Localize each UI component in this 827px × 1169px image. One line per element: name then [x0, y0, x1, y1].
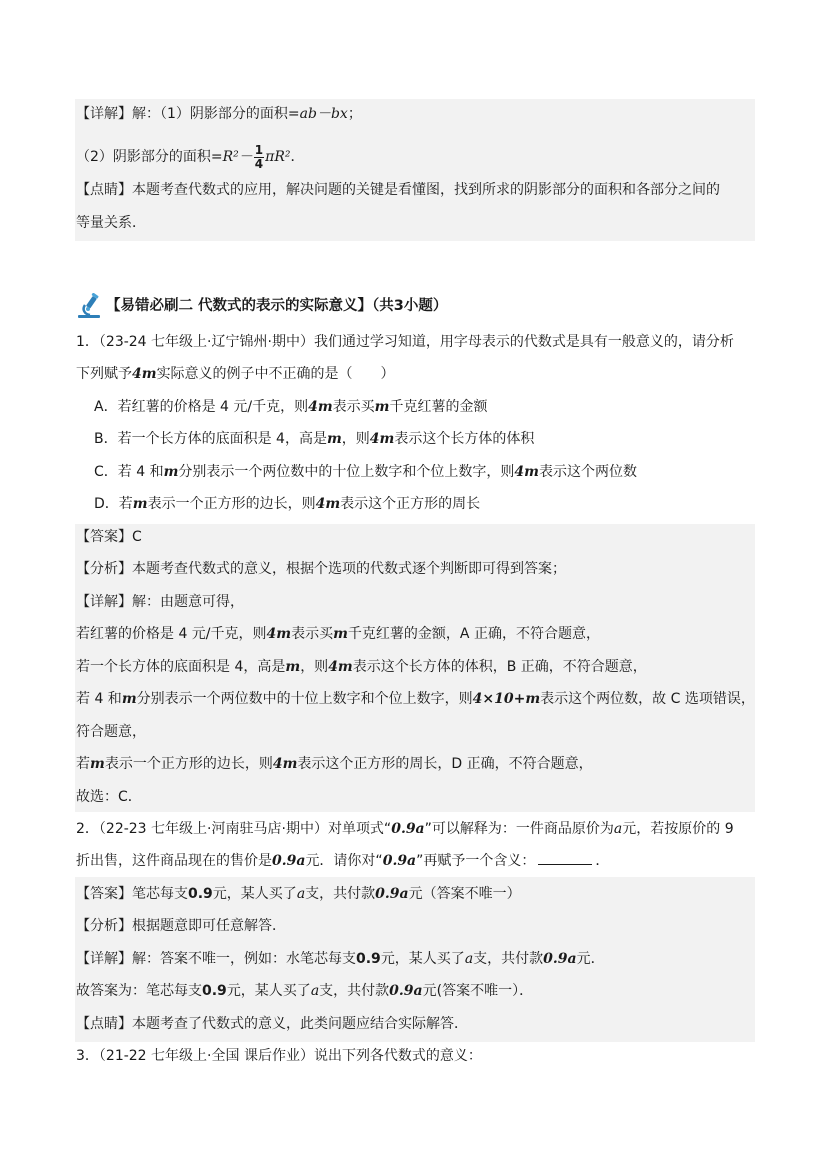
expression: a [296, 886, 306, 902]
text: 折出售，这件商品现在的售价是 [76, 853, 272, 869]
text: 表示一个正方形的边长，则 [104, 756, 273, 772]
text: 元（答案不唯一） [408, 886, 521, 902]
text: 表示这个两位数，故 C 选项错误， [540, 691, 755, 707]
expression: 0.9a [389, 983, 423, 999]
expression: a [613, 821, 623, 837]
expression: 0.9a [382, 853, 417, 869]
q1-explain-c [76, 688, 755, 710]
text: ； [347, 106, 362, 122]
fraction-numerator: 1 [254, 142, 264, 157]
q1-explain-b [76, 656, 647, 678]
q1-stem-line-1: 1．（23-24 七年级上·辽宁锦州·期中）我们通过学习知道，用字母表示的代数式是具有一般意义的，请分析 [76, 334, 734, 350]
expression: a [310, 983, 320, 999]
text: 支，共付款 [319, 983, 390, 999]
text: 千克红薯的金额 [389, 399, 488, 415]
expression: ab－bx [299, 106, 348, 122]
q2-detail [76, 948, 605, 970]
text: 若 [76, 756, 90, 772]
q1-option-a [94, 396, 488, 418]
expression: m [121, 691, 137, 707]
value: 0.9 [356, 951, 381, 967]
text: 千克红薯的金额，A 正确，不符合题意， [347, 626, 600, 642]
expression: 4m [266, 626, 292, 642]
expression: m [90, 756, 105, 772]
expression: m [285, 659, 301, 675]
text: A．若红薯的价格是 4 元/千克，则 [94, 399, 309, 415]
value: 0.9 [188, 886, 213, 902]
expression: m [132, 496, 148, 512]
text: 【详解】解：答案不唯一，例如：水笔芯每支 [76, 951, 356, 967]
fraction [254, 144, 264, 171]
q2-analysis: 【分析】根据题意即可任意解答． [76, 918, 286, 934]
q2-answer [76, 883, 521, 905]
answer-blank[interactable] [538, 850, 592, 865]
expression: 0.9a [543, 951, 577, 967]
text: 元．请你对“ [305, 853, 383, 869]
text: 【答案】笔芯每支 [76, 886, 188, 902]
q2-final-answer [76, 980, 533, 1002]
expression: 4×10+m [472, 691, 541, 707]
text: 若红薯的价格是 4 元/千克，则 [76, 626, 267, 642]
expression: 4m [272, 756, 298, 772]
expression: 4m [315, 496, 341, 512]
q1-choose: 故选：C． [76, 789, 142, 805]
section-title: 【易错必刷二 代数式的表示的实际意义】（共3小题） [106, 298, 448, 314]
text: ． [290, 149, 305, 165]
text: C．若 4 和 [94, 464, 164, 480]
text: 表示这个长方体的体积，B 正确，不符合题意， [352, 659, 647, 675]
text: 表示买 [332, 399, 375, 415]
text: 下列赋予 [76, 366, 132, 382]
q2-remark: 【点睛】本题考查了代数式的意义，此类问题应结合实际解答． [76, 1016, 468, 1032]
value: 0.9 [202, 983, 227, 999]
text: （2）阴影部分的面积= [76, 149, 223, 165]
text: ． [595, 853, 610, 869]
expression: m [163, 464, 179, 480]
text: 表示这个两位数 [538, 464, 637, 480]
q1-stem-line-2 [76, 363, 395, 385]
text: ”再赋予一个含义： [416, 853, 536, 869]
text: 实际意义的例子中不正确的是（ ） [156, 366, 395, 382]
detail-line-2 [76, 140, 305, 174]
expression: m [333, 626, 348, 642]
text: 元(答案不唯一）． [422, 983, 534, 999]
expression: 0.9a [272, 853, 306, 869]
text: ”可以解释为：一件商品原价为 [424, 821, 614, 837]
q1-option-b [94, 428, 534, 450]
expression: R²－ [222, 149, 253, 165]
q1-explain-c-cont: 符合题意， [76, 724, 146, 740]
text: 元，某人买了 [226, 983, 311, 999]
expression: 4m [132, 366, 157, 382]
expression: 4m [308, 399, 333, 415]
text: 表示买 [291, 626, 334, 642]
text: D．若 [94, 496, 133, 512]
q1-explain-d [76, 753, 593, 775]
fraction-denominator: 4 [254, 156, 264, 171]
text: 若 4 和 [76, 691, 122, 707]
expression: 4m [328, 659, 353, 675]
q1-detail: 【详解】解：由题意可得， [76, 594, 244, 610]
expression: πR² [265, 149, 291, 165]
text: 故答案为：笔芯每支 [76, 983, 202, 999]
text: 表示这个正方形的周长 [340, 496, 481, 512]
expression: 0.9a [375, 886, 409, 902]
text: B．若一个长方体的底面积是 4，高是 [94, 431, 327, 447]
q2-stem-line-1 [76, 818, 734, 840]
q1-explain-a [76, 623, 600, 645]
text: 元，若按原价的 9 [622, 821, 734, 837]
text: 元． [576, 951, 605, 967]
text: 2．（22-23 七年级上·河南驻马店·期中）对单项式“ [76, 821, 392, 837]
text: 表示一个正方形的边长，则 [147, 496, 316, 512]
text: 表示这个正方形的周长，D 正确，不符合题意， [297, 756, 593, 772]
expression: 4m [369, 431, 395, 447]
expression: m [374, 399, 390, 415]
q1-analysis: 【分析】本题考查代数式的意义，根据个选项的代数式逐个判断即可得到答案； [76, 561, 566, 577]
text: 表示这个长方体的体积 [394, 431, 535, 447]
remark-line-2: 等量关系． [76, 215, 146, 231]
q3-stem: 3．（21-22 七年级上·全国 课后作业）说出下列各代数式的意义： [76, 1048, 482, 1064]
text: 【详解】解：（1）阴影部分的面积= [76, 106, 300, 122]
text: 元，某人买了 [212, 886, 297, 902]
detail-line-1 [76, 103, 362, 125]
q1-option-d [94, 493, 480, 515]
expression: a [464, 951, 474, 967]
expression: 4m [514, 464, 539, 480]
q2-stem-line-2 [76, 850, 609, 872]
remark-line-1: 【点睛】本题考查代数式的应用，解决问题的关键是看懂图，找到所求的阴影部分的面积和各部分之间的 [76, 182, 720, 198]
q1-option-c [94, 461, 637, 483]
text: 支，共付款 [473, 951, 544, 967]
text: ，则 [341, 431, 370, 447]
expression: m [326, 431, 342, 447]
section-heading [76, 292, 447, 320]
expression: 0.9a [391, 821, 425, 837]
text: 分别表示一个两位数中的十位上数字和个位上数字，则 [178, 464, 515, 480]
text: 分别表示一个两位数中的十位上数字和个位上数字，则 [136, 691, 473, 707]
q1-answer: 【答案】C [76, 529, 142, 545]
microscope-icon [76, 293, 104, 319]
text: 支，共付款 [305, 886, 376, 902]
text: 若一个长方体的底面积是 4，高是 [76, 659, 286, 675]
text: 元，某人买了 [380, 951, 465, 967]
text: ，则 [300, 659, 329, 675]
